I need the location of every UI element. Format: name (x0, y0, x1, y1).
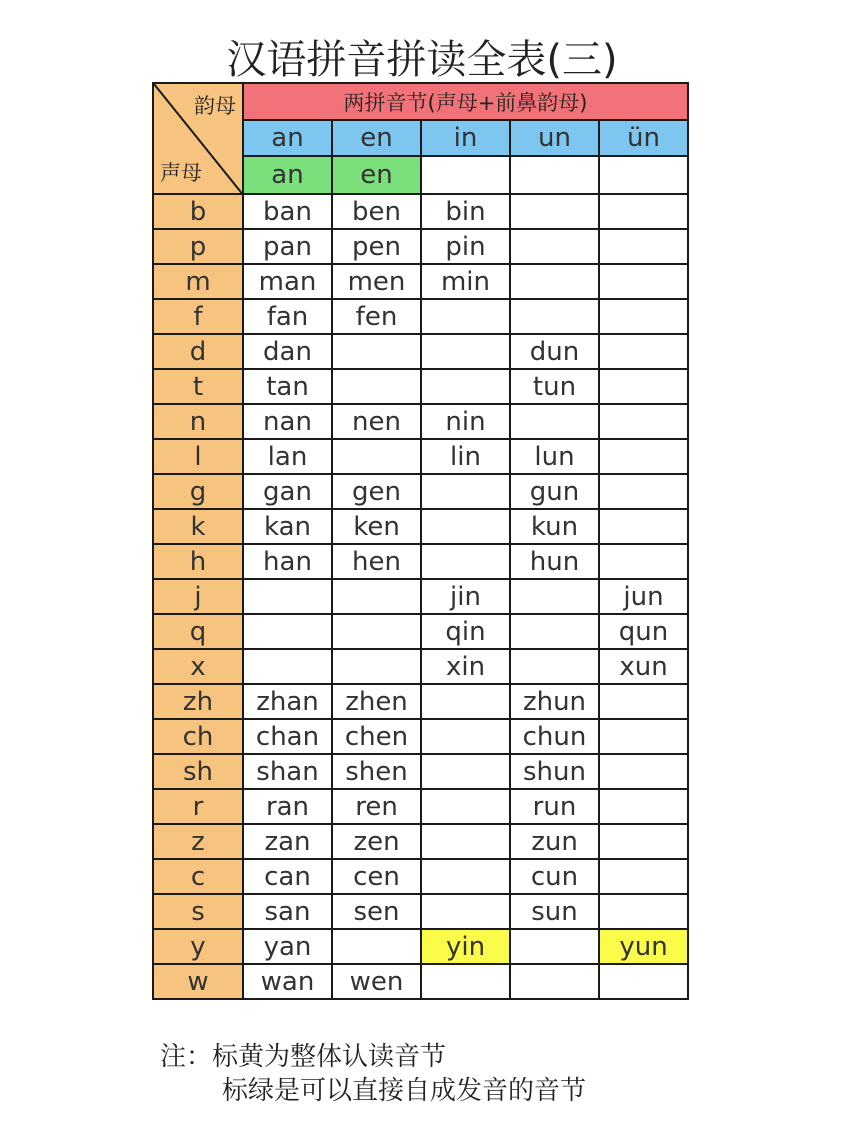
final-header-2: in (421, 120, 510, 156)
syllable-cell (421, 754, 510, 789)
syllable-cell: zhan (243, 684, 332, 719)
final-header-4: ün (599, 120, 688, 156)
initial-cell: ch (153, 719, 243, 754)
syllable-cell (510, 964, 599, 999)
syllable-cell: tun (510, 369, 599, 404)
table-row (153, 509, 688, 544)
syllable-cell: zhen (332, 684, 421, 719)
syllable-cell (243, 614, 332, 649)
syllable-cell (599, 194, 688, 229)
syllable-cell: fan (243, 299, 332, 334)
initial-cell: m (153, 264, 243, 299)
syllable-cell: fen (332, 299, 421, 334)
table-row (153, 194, 688, 229)
syllable-cell: can (243, 859, 332, 894)
syllable-cell (599, 719, 688, 754)
table-row (153, 964, 688, 999)
table-row (153, 789, 688, 824)
syllable-cell: nen (332, 404, 421, 439)
syllable-cell: ben (332, 194, 421, 229)
syllable-cell: zhun (510, 684, 599, 719)
syllable-cell (599, 509, 688, 544)
syllable-cell: shan (243, 754, 332, 789)
syllable-cell (599, 859, 688, 894)
initial-cell: zh (153, 684, 243, 719)
syllable-cell: yan (243, 929, 332, 964)
table-row (153, 929, 688, 964)
syllable-cell (243, 579, 332, 614)
syllable-cell: jun (599, 579, 688, 614)
table-row (153, 894, 688, 929)
syllable-cell (510, 929, 599, 964)
corner-header-cell (153, 83, 243, 194)
syllable-cell: bin (421, 194, 510, 229)
syllable-cell (243, 649, 332, 684)
syllable-cell (332, 439, 421, 474)
syllable-cell: wan (243, 964, 332, 999)
syllable-cell (599, 544, 688, 579)
syllable-cell (332, 579, 421, 614)
syllable-cell (599, 964, 688, 999)
syllable-cell (332, 649, 421, 684)
initial-cell: h (153, 544, 243, 579)
initial-cell: c (153, 859, 243, 894)
syllable-cell: yun (599, 929, 688, 964)
syllable-cell (421, 824, 510, 859)
table-row (153, 754, 688, 789)
table-row (153, 264, 688, 299)
syllable-cell: shen (332, 754, 421, 789)
syllable-cell: ran (243, 789, 332, 824)
syllable-cell: zun (510, 824, 599, 859)
syllable-cell: pan (243, 229, 332, 264)
final-header-0: an (243, 120, 332, 156)
syllable-cell: hun (510, 544, 599, 579)
syllable-cell (510, 229, 599, 264)
syllable-cell (332, 334, 421, 369)
syllable-cell (599, 754, 688, 789)
syllable-cell: chun (510, 719, 599, 754)
syllable-cell (421, 789, 510, 824)
table-row (153, 474, 688, 509)
syllable-cell (510, 264, 599, 299)
syllable-cell (332, 614, 421, 649)
syllable-cell: ren (332, 789, 421, 824)
table-row (153, 439, 688, 474)
syllable-cell (421, 509, 510, 544)
syllable-cell: han (243, 544, 332, 579)
standalone-cell-0: an (243, 156, 332, 194)
syllable-cell (421, 964, 510, 999)
syllable-cell: nin (421, 404, 510, 439)
syllable-cell (599, 824, 688, 859)
table-row (153, 719, 688, 754)
standalone-cell-2 (421, 156, 510, 194)
syllable-cell (510, 579, 599, 614)
initial-cell: q (153, 614, 243, 649)
syllable-cell: tan (243, 369, 332, 404)
syllable-cell: kun (510, 509, 599, 544)
table-row (153, 299, 688, 334)
initial-cell: l (153, 439, 243, 474)
table-row (153, 824, 688, 859)
syllable-cell: gen (332, 474, 421, 509)
syllable-cell: cen (332, 859, 421, 894)
syllable-cell: qin (421, 614, 510, 649)
table-row (153, 229, 688, 264)
syllable-cell: xun (599, 649, 688, 684)
note-line-yellow: 注：标黄为整体认读音节 (160, 1042, 447, 1072)
syllable-cell (421, 474, 510, 509)
syllable-cell (599, 299, 688, 334)
table-row (153, 369, 688, 404)
table-row (153, 684, 688, 719)
syllable-cell (510, 649, 599, 684)
syllable-cell: pen (332, 229, 421, 264)
table-row (153, 334, 688, 369)
syllable-cell: lin (421, 439, 510, 474)
syllable-cell (421, 334, 510, 369)
syllable-cell: lun (510, 439, 599, 474)
initials-axis-label: 声母 (160, 161, 202, 185)
initial-cell: y (153, 929, 243, 964)
syllable-cell: ban (243, 194, 332, 229)
syllable-cell (421, 544, 510, 579)
syllable-cell (332, 929, 421, 964)
initial-cell: k (153, 509, 243, 544)
syllable-cell: jin (421, 579, 510, 614)
initial-cell: p (153, 229, 243, 264)
syllable-cell: sen (332, 894, 421, 929)
syllable-cell (599, 369, 688, 404)
page-title: 汉语拼音拼读全表(三) (226, 37, 618, 83)
syllable-cell: yin (421, 929, 510, 964)
initial-cell: n (153, 404, 243, 439)
standalone-cell-4 (599, 156, 688, 194)
syllable-cell: run (510, 789, 599, 824)
initial-cell: j (153, 579, 243, 614)
syllable-cell (599, 894, 688, 929)
syllable-cell: ken (332, 509, 421, 544)
initial-cell: s (153, 894, 243, 929)
syllable-cell (421, 299, 510, 334)
final-header-3: un (510, 120, 599, 156)
syllable-cell: gun (510, 474, 599, 509)
syllable-cell (421, 684, 510, 719)
finals-axis-label: 韵母 (194, 94, 236, 118)
syllable-cell (510, 194, 599, 229)
syllable-cell: cun (510, 859, 599, 894)
syllable-cell: xin (421, 649, 510, 684)
initial-cell: f (153, 299, 243, 334)
syllable-cell (599, 264, 688, 299)
syllable-cell (332, 369, 421, 404)
syllable-cell (599, 789, 688, 824)
initial-cell: d (153, 334, 243, 369)
syllable-cell (599, 334, 688, 369)
syllable-cell: dun (510, 334, 599, 369)
syllable-cell (421, 369, 510, 404)
syllable-cell (421, 859, 510, 894)
syllable-cell (599, 474, 688, 509)
syllable-cell (599, 439, 688, 474)
final-header-1: en (332, 120, 421, 156)
table-row (153, 544, 688, 579)
syllable-cell (599, 404, 688, 439)
group-header: 两拼音节(声母+前鼻韵母) (243, 83, 688, 120)
pinyin-table (152, 82, 689, 1000)
standalone-cell-1: en (332, 156, 421, 194)
initial-cell: t (153, 369, 243, 404)
syllable-cell: wen (332, 964, 421, 999)
syllable-cell: min (421, 264, 510, 299)
table-row (153, 579, 688, 614)
standalone-cell-3 (510, 156, 599, 194)
syllable-cell (599, 229, 688, 264)
syllable-cell (510, 299, 599, 334)
syllable-cell: chan (243, 719, 332, 754)
syllable-cell: san (243, 894, 332, 929)
syllable-cell (421, 719, 510, 754)
initial-cell: x (153, 649, 243, 684)
syllable-cell: dan (243, 334, 332, 369)
syllable-cell (599, 684, 688, 719)
syllable-cell (421, 894, 510, 929)
initial-cell: z (153, 824, 243, 859)
footnote (160, 1040, 586, 1108)
note-line-green: 标绿是可以直接自成发音的音节 (222, 1076, 587, 1106)
syllable-cell: gan (243, 474, 332, 509)
table-row (153, 649, 688, 684)
syllable-cell: man (243, 264, 332, 299)
initial-cell: r (153, 789, 243, 824)
syllable-cell: qun (599, 614, 688, 649)
table-row (153, 859, 688, 894)
table-row (153, 404, 688, 439)
syllable-cell: chen (332, 719, 421, 754)
syllable-cell (510, 404, 599, 439)
syllable-cell: men (332, 264, 421, 299)
syllable-cell: sun (510, 894, 599, 929)
syllable-cell: shun (510, 754, 599, 789)
syllable-cell: zen (332, 824, 421, 859)
syllable-cell: pin (421, 229, 510, 264)
initial-cell: sh (153, 754, 243, 789)
initial-cell: b (153, 194, 243, 229)
syllable-cell: kan (243, 509, 332, 544)
syllable-cell: nan (243, 404, 332, 439)
syllable-cell: hen (332, 544, 421, 579)
syllable-cell: lan (243, 439, 332, 474)
syllable-cell: zan (243, 824, 332, 859)
table-row (153, 614, 688, 649)
initial-cell: g (153, 474, 243, 509)
initial-cell: w (153, 964, 243, 999)
syllable-cell (510, 614, 599, 649)
